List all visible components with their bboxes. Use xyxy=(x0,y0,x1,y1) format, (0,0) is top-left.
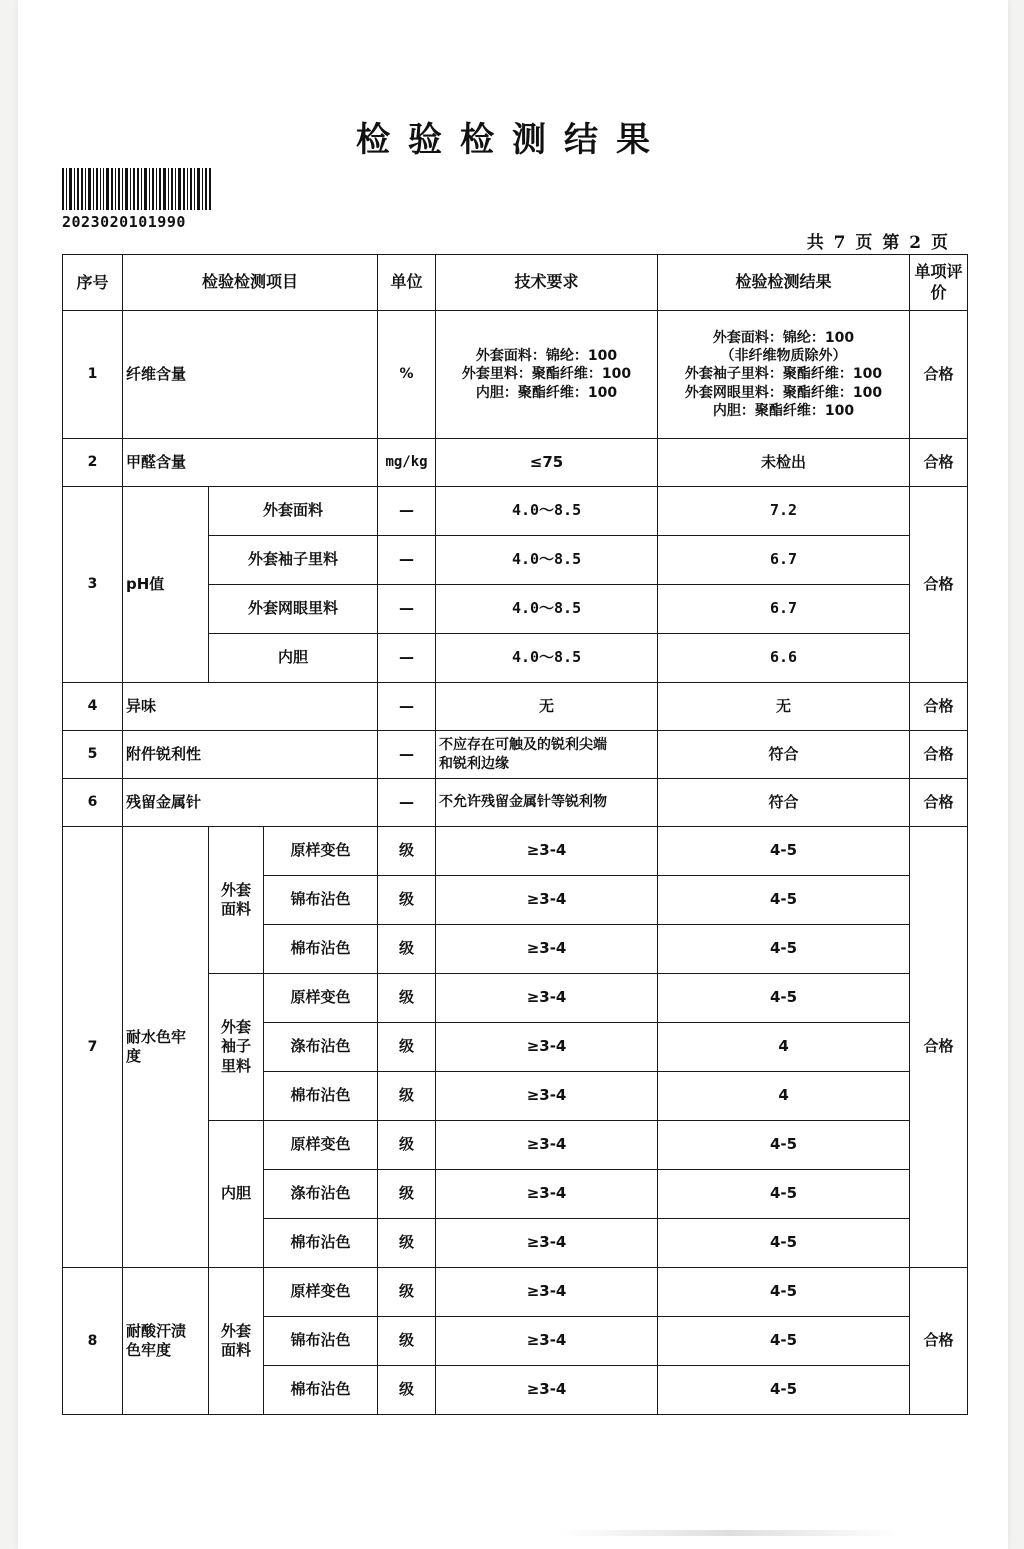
result-cell: 4-5 xyxy=(658,925,910,974)
result-cell: 4 xyxy=(658,1023,910,1072)
item-name: 耐酸汗渍 色牢度 xyxy=(123,1268,209,1415)
requirement-cell: ≥3-4 xyxy=(436,1317,658,1366)
test-name: 原样变色 xyxy=(264,827,378,876)
result-cell: 未检出 xyxy=(658,439,910,487)
result-cell: 无 xyxy=(658,683,910,731)
result-cell: 6.7 xyxy=(658,585,910,634)
requirement-cell: ≥3-4 xyxy=(436,1170,658,1219)
table-header xyxy=(63,255,968,311)
paper-scuff xyxy=(560,1530,900,1536)
unit-cell: 级 xyxy=(378,1072,436,1121)
result-cell: 4-5 xyxy=(658,1121,910,1170)
result-cell: 符合 xyxy=(658,731,910,779)
table-row xyxy=(63,827,968,876)
results-table xyxy=(62,254,968,1415)
table-row xyxy=(63,779,968,827)
unit-cell: 级 xyxy=(378,1268,436,1317)
header-unit: 单位 xyxy=(378,255,436,311)
evaluation-cell: 合格 xyxy=(910,779,968,827)
row-number: 3 xyxy=(63,487,123,683)
requirement-cell: 4.0～8.5 xyxy=(436,536,658,585)
test-name: 涤布沾色 xyxy=(264,1023,378,1072)
unit-cell: 级 xyxy=(378,876,436,925)
header-requirement: 技术要求 xyxy=(436,255,658,311)
requirement-cell: ≥3-4 xyxy=(436,876,658,925)
result-cell: 6.6 xyxy=(658,634,910,683)
result-cell: 4-5 xyxy=(658,1317,910,1366)
requirement-cell: 不应存在可触及的锐利尖端 和锐利边缘 xyxy=(436,731,658,779)
result-cell: 4-5 xyxy=(658,1219,910,1268)
unit-cell: — xyxy=(378,779,436,827)
report-title: 检验检测结果 xyxy=(356,120,668,160)
item-name: pH值 xyxy=(123,487,209,683)
header-item: 检验检测项目 xyxy=(123,255,378,311)
unit-cell: — xyxy=(378,634,436,683)
evaluation-cell: 合格 xyxy=(910,1268,968,1415)
test-name: 棉布沾色 xyxy=(264,925,378,974)
test-name: 棉布沾色 xyxy=(264,1072,378,1121)
requirement-cell: ≥3-4 xyxy=(436,1268,658,1317)
table-row xyxy=(63,731,968,779)
requirement-cell: ≤75 xyxy=(436,439,658,487)
unit-cell: 级 xyxy=(378,974,436,1023)
page-count: 共 7 页 第 2 页 xyxy=(806,233,950,253)
requirement-cell: ≥3-4 xyxy=(436,827,658,876)
sub-part: 内胆 xyxy=(209,634,378,683)
result-cell: 外套面料：锦纶：100 （非纤维物质除外） 外套袖子里料：聚酯纤维：100 外套网眼里料：聚酯纤维：100 内胆：聚酯纤维：100 xyxy=(658,311,910,439)
evaluation-cell: 合格 xyxy=(910,311,968,439)
test-name: 原样变色 xyxy=(264,1268,378,1317)
item-name: 甲醛含量 xyxy=(123,439,378,487)
requirement-cell: 无 xyxy=(436,683,658,731)
row-number: 8 xyxy=(63,1268,123,1415)
result-cell: 4-5 xyxy=(658,827,910,876)
requirement-cell: ≥3-4 xyxy=(436,1219,658,1268)
requirement-cell: ≥3-4 xyxy=(436,1072,658,1121)
unit-cell: — xyxy=(378,536,436,585)
unit-cell: 级 xyxy=(378,1023,436,1072)
unit-cell: 级 xyxy=(378,1121,436,1170)
row-number: 1 xyxy=(63,311,123,439)
item-name: 附件锐利性 xyxy=(123,731,378,779)
row-number: 5 xyxy=(63,731,123,779)
requirement-cell: ≥3-4 xyxy=(436,1121,658,1170)
test-name: 锦布沾色 xyxy=(264,1317,378,1366)
unit-cell: — xyxy=(378,585,436,634)
unit-cell: mg/kg xyxy=(378,439,436,487)
unit-cell: 级 xyxy=(378,1317,436,1366)
group-part: 外套 袖子 里料 xyxy=(209,974,264,1121)
table-row xyxy=(63,311,968,439)
item-name: 耐水色牢 度 xyxy=(123,827,209,1268)
requirement-cell: ≥3-4 xyxy=(436,974,658,1023)
table-row xyxy=(63,1268,968,1317)
evaluation-cell: 合格 xyxy=(910,683,968,731)
evaluation-cell: 合格 xyxy=(910,731,968,779)
result-cell: 4 xyxy=(658,1072,910,1121)
group-part: 内胆 xyxy=(209,1121,264,1268)
unit-cell: — xyxy=(378,683,436,731)
sub-part: 外套袖子里料 xyxy=(209,536,378,585)
evaluation-cell: 合格 xyxy=(910,487,968,683)
result-cell: 4-5 xyxy=(658,1268,910,1317)
result-cell: 符合 xyxy=(658,779,910,827)
requirement-cell: ≥3-4 xyxy=(436,925,658,974)
test-name: 棉布沾色 xyxy=(264,1366,378,1415)
header-seq: 序号 xyxy=(63,255,123,311)
sub-part: 外套面料 xyxy=(209,487,378,536)
test-name: 锦布沾色 xyxy=(264,876,378,925)
item-name: 残留金属针 xyxy=(123,779,378,827)
group-part: 外套 面料 xyxy=(209,1268,264,1415)
unit-cell: 级 xyxy=(378,1366,436,1415)
requirement-cell: ≥3-4 xyxy=(436,1366,658,1415)
unit-cell: % xyxy=(378,311,436,439)
test-name: 原样变色 xyxy=(264,974,378,1023)
requirement-cell: 4.0～8.5 xyxy=(436,585,658,634)
barcode-image xyxy=(62,168,220,210)
header-result: 检验检测结果 xyxy=(658,255,910,311)
table-row xyxy=(63,683,968,731)
requirement-cell: ≥3-4 xyxy=(436,1023,658,1072)
result-cell: 4-5 xyxy=(658,1170,910,1219)
sub-part: 外套网眼里料 xyxy=(209,585,378,634)
unit-cell: 级 xyxy=(378,827,436,876)
evaluation-cell: 合格 xyxy=(910,827,968,1268)
requirement-cell: 不允许残留金属针等锐利物 xyxy=(436,779,658,827)
test-name: 棉布沾色 xyxy=(264,1219,378,1268)
result-cell: 6.7 xyxy=(658,536,910,585)
requirement-cell: 4.0～8.5 xyxy=(436,634,658,683)
header-evaluation: 单项评价 xyxy=(910,255,968,311)
barcode-number: 2023020101990 xyxy=(62,213,186,231)
unit-cell: — xyxy=(378,487,436,536)
unit-cell: — xyxy=(378,731,436,779)
result-cell: 4-5 xyxy=(658,876,910,925)
result-cell: 4-5 xyxy=(658,1366,910,1415)
unit-cell: 级 xyxy=(378,1219,436,1268)
evaluation-cell: 合格 xyxy=(910,439,968,487)
item-name: 异味 xyxy=(123,683,378,731)
item-name: 纤维含量 xyxy=(123,311,378,439)
row-number: 2 xyxy=(63,439,123,487)
row-number: 6 xyxy=(63,779,123,827)
test-name: 原样变色 xyxy=(264,1121,378,1170)
unit-cell: 级 xyxy=(378,925,436,974)
requirement-cell: 外套面料：锦纶：100 外套里料：聚酯纤维：100 内胆：聚酯纤维：100 xyxy=(436,311,658,439)
table-row xyxy=(63,439,968,487)
table-row xyxy=(63,487,968,536)
group-part: 外套 面料 xyxy=(209,827,264,974)
unit-cell: 级 xyxy=(378,1170,436,1219)
result-cell: 7.2 xyxy=(658,487,910,536)
row-number: 4 xyxy=(63,683,123,731)
test-name: 涤布沾色 xyxy=(264,1170,378,1219)
row-number: 7 xyxy=(63,827,123,1268)
requirement-cell: 4.0～8.5 xyxy=(436,487,658,536)
result-cell: 4-5 xyxy=(658,974,910,1023)
